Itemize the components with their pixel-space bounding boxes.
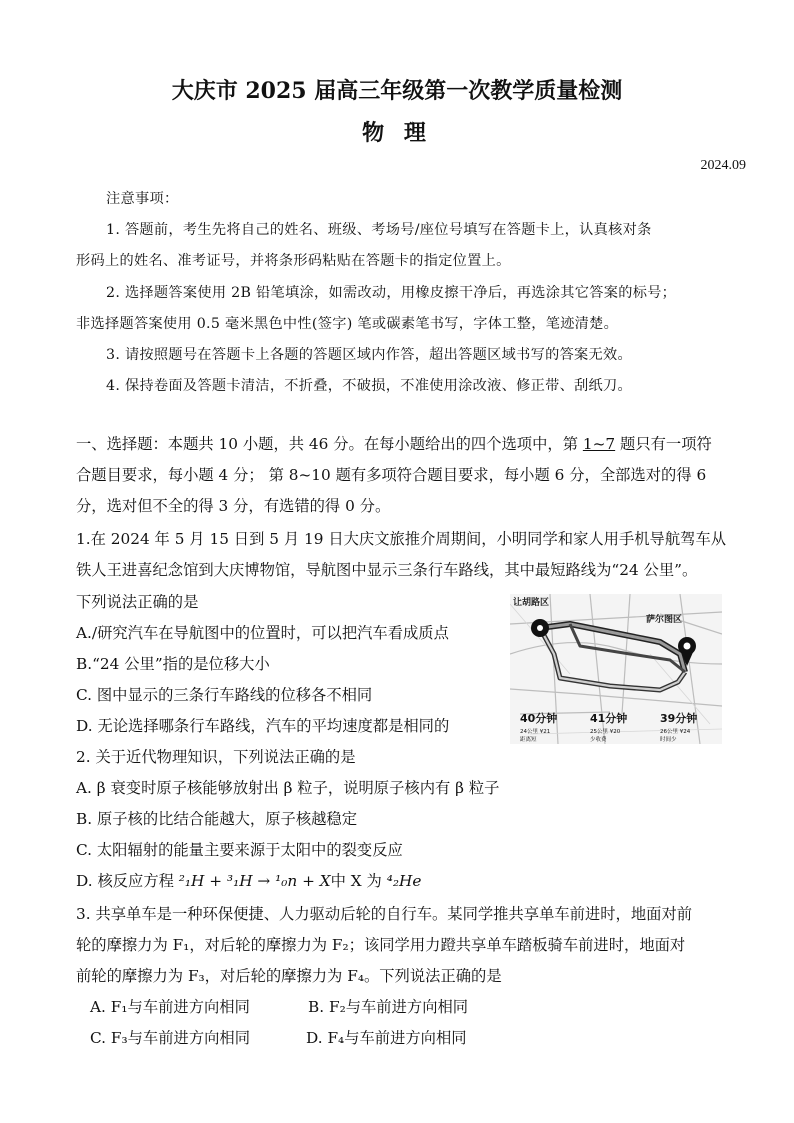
q3-stem-line-1: 3. 共享单车是一种环保便捷、人力驱动后轮的自行车。某同学推共享单车前进时，地面对前	[76, 905, 693, 923]
helium-symbol: ⁴₂He	[386, 872, 422, 890]
q3-option-b: B. F₂与车前进方向相同	[308, 998, 469, 1016]
q1-stem-line-3: 下列说法正确的是	[76, 593, 199, 611]
q3-stem-line-3: 前轮的摩擦力为 F₃，对后轮的摩擦力为 F₄。下列说法正确的是	[76, 967, 502, 985]
exam-date: 2024.09	[700, 158, 746, 173]
q1-stem-line-1: 1.在 2024 年 5 月 15 日到 5 月 19 日大庆文旅推介周期间，小明同学和家人用手机导航驾车从	[76, 530, 727, 548]
q1-option-c: C. 图中显示的三条行车路线的位移各不相同	[76, 686, 373, 704]
q2-option-a: A. β 衰变时原子核能够放射出 β 粒子，说明原子核内有 β 粒子	[76, 779, 500, 797]
map-label-district-right: 萨尔图区	[646, 615, 683, 625]
q2-option-d: D. 核反应方程 ²₁H + ³₁H → ¹₀n + X中 X 为 ⁴₂He	[76, 872, 422, 890]
navigation-map-graphic	[510, 594, 722, 744]
section-intro-line-3: 分，选对但不全的得 3 分，有选错的得 0 分。	[76, 497, 391, 515]
notice-item-1-line-2: 形码上的姓名、准考证号，并将条形码粘贴在答题卡的指定位置上。	[76, 253, 511, 269]
subject-title: 物 理	[362, 120, 432, 146]
route-2-time: 41分钟	[590, 712, 628, 725]
notice-item-2-line-2: 非选择题答案使用 0.5 毫米黑色中性(签字) 笔或碳素笔书写，字体工整，笔迹清楚。	[76, 316, 619, 332]
notice-item-1-line-1: 1. 答题前，考生先将自己的姓名、班级、考场号/座位号填写在答题卡上，认真核对条	[106, 222, 652, 238]
route-1-time: 40分钟	[520, 712, 558, 725]
section-intro-line-2: 合题目要求，每小题 4 分； 第 8~10 题有多项符合题目要求，每小题 6 分，全部选对的得 6	[76, 466, 707, 484]
q3-option-c: C. F₃与车前进方向相同	[90, 1029, 251, 1047]
q3-stem-line-2: 轮的摩擦力为 F₁，对后轮的摩擦力为 F₂；该同学用力蹬共享单车踏板骑车前进时，地面对	[76, 936, 686, 954]
map-label-district-left: 让胡路区	[513, 598, 550, 608]
route-3-time: 39分钟	[660, 712, 698, 725]
q2-stem: 2. 关于近代物理知识，下列说法正确的是	[76, 748, 356, 766]
q3-option-a: A. F₁与车前进方向相同	[90, 998, 250, 1016]
route-3-detail: 26公里 ¥24	[660, 729, 691, 735]
route-2-sub: 少收费	[590, 737, 607, 743]
notice-heading: 注意事项：	[106, 191, 179, 207]
nuclear-equation: ²₁H + ³₁H → ¹₀n + X	[178, 872, 331, 890]
notice-item-2-line-1: 2. 选择题答案使用 2B 铅笔填涂，如需改动，用橡皮擦干净后，再选涂其它答案的标号；	[106, 285, 677, 301]
q1-stem-line-2: 铁人王进喜纪念馆到大庆博物馆，导航图中显示三条行车路线，其中最短路线为“24 公里”。	[76, 561, 698, 579]
q1-option-a: A./研究汽车在导航图中的位置时，可以把汽车看成质点	[76, 624, 449, 642]
q1-option-b: B.“24 公里”指的是位移大小	[76, 655, 270, 673]
exam-title: 大庆市 2025 届高三年级第一次教学质量检测	[171, 78, 623, 104]
q2-option-c: C. 太阳辐射的能量主要来源于太阳中的裂变反应	[76, 841, 403, 859]
route-2-detail: 25公里 ¥20	[590, 729, 621, 735]
question-range: 1~7	[582, 435, 616, 453]
route-1-detail: 24公里 ¥21	[520, 729, 551, 735]
q3-option-d: D. F₄与车前进方向相同	[306, 1029, 467, 1047]
q2-option-b: B. 原子核的比结合能越大，原子核越稳定	[76, 810, 358, 828]
notice-item-3: 3. 请按照题号在答题卡上各题的答题区域内作答，超出答题区域书写的答案无效。	[106, 347, 633, 363]
q1-option-d: D. 无论选择哪条行车路线，汽车的平均速度都是相同的	[76, 717, 450, 735]
navigation-map-figure	[510, 594, 722, 744]
route-1-sub: 距离短	[520, 737, 537, 743]
section-intro-line-1: 一、选择题：本题共 10 小题，共 46 分。在每小题给出的四个选项中，第 1~7 题只有一项符	[76, 435, 712, 453]
route-3-sub: 时间少	[660, 737, 677, 743]
notice-item-4: 4. 保持卷面及答题卡清洁，不折叠，不破损，不准使用涂改液、修正带、刮纸刀。	[106, 378, 633, 394]
